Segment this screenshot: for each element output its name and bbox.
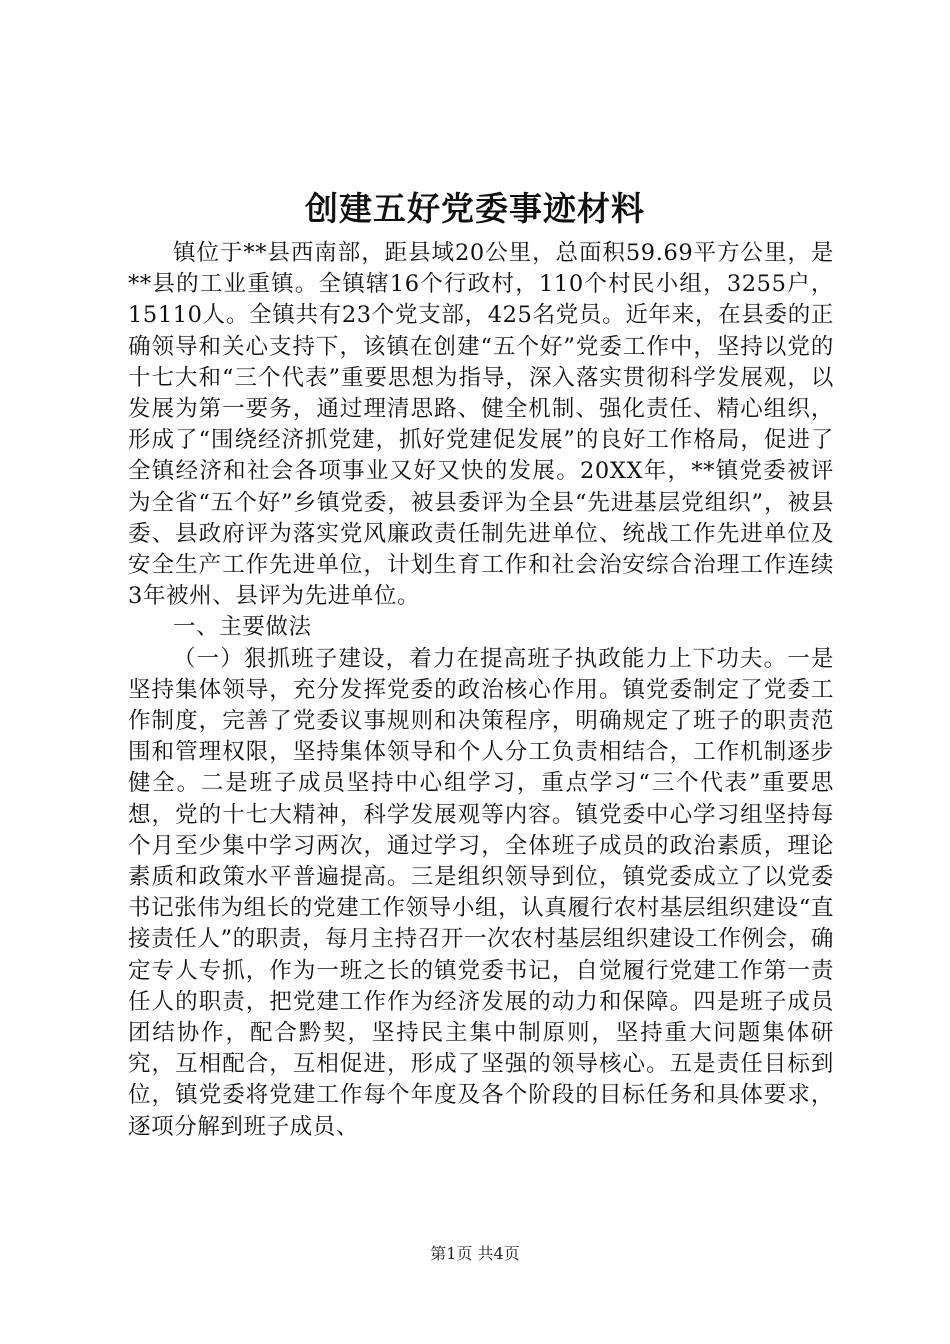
document-title: 创建五好党委事迹材料	[305, 189, 645, 228]
section-heading: 一、主要做法	[173, 614, 312, 641]
subsection-paragraph: （一）狠抓班子建设，着力在提高班子执政能力上下功夫。一是坚持集体领导，充分发挥党委的政治核心作用。镇党委制定了党委工作制度，完善了党委议事规则和决策程序，明确规定了班子的职责范围和管理权限，坚持集体领导和个人分工负责相结合，工作机制逐步健全。二是班子成员坚持中心组学习，重点学习“三个代表”重要思想，党的十七大精神，科学发展观等内容。镇党委中心学习组坚持每个月至少集中学习两次，通过学习，全体班子成员的政治素质，理论素质和政策水平普遍提高。三是组织领导到位，镇党委成立了以党委书记张伟为组长的党建工作领导小组，认真履行农村基层组织建设“直接责任人”的职责，每月主持召开一次农村基层组织建设工作例会，确定专人专抓，作为一班之长的镇党委书记，自觉履行党建工作第一责任人的职责，把党建工作作为经济发展的动力和保障。四是班子成员团结协作，配合黔契，坚持民主集中制原则，坚持重大问题集体研究，互相配合，互相促进，形成了坚强的领导核心。五是责任目标到位，镇党委将党建工作每个年度及各个阶段的目标任务和具体要求，逐项分解到班子成员、	[128, 645, 834, 1140]
document-body	[128, 238, 834, 1143]
intro-paragraph: 镇位于**县西南部，距县域20公里，总面积59.69平方公里，是**县的工业重镇。全镇辖16个行政村，110个村民小组，3255户，15110人。全镇共有23个党支部，425名党员。近年来，在县委的正确领导和关心支持下，该镇在创建“五个好”党委工作中，坚持以党的十七大和“三个代表”重要思想为指导，深入落实贯彻科学发展观，以发展为第一要务，通过理清思路、健全机制、强化责任、精心组织，形成了“围绕经济抓党建，抓好党建促发展”的良好工作格局，促进了全镇经济和社会各项事业又好又快的发展。20XX年，**镇党委被评为全省“五个好”乡镇党委，被县委评为全县“先进基层党组织”，被县委、县政府评为落实党风廉政责任制先进单位、统战工作先进单位及安全生产工作先进单位，计划生育工作和社会治安综合治理工作连续3年被州、县评为先进单位。	[128, 240, 834, 610]
page-footer: 第1页 共4页	[430, 1244, 520, 1263]
